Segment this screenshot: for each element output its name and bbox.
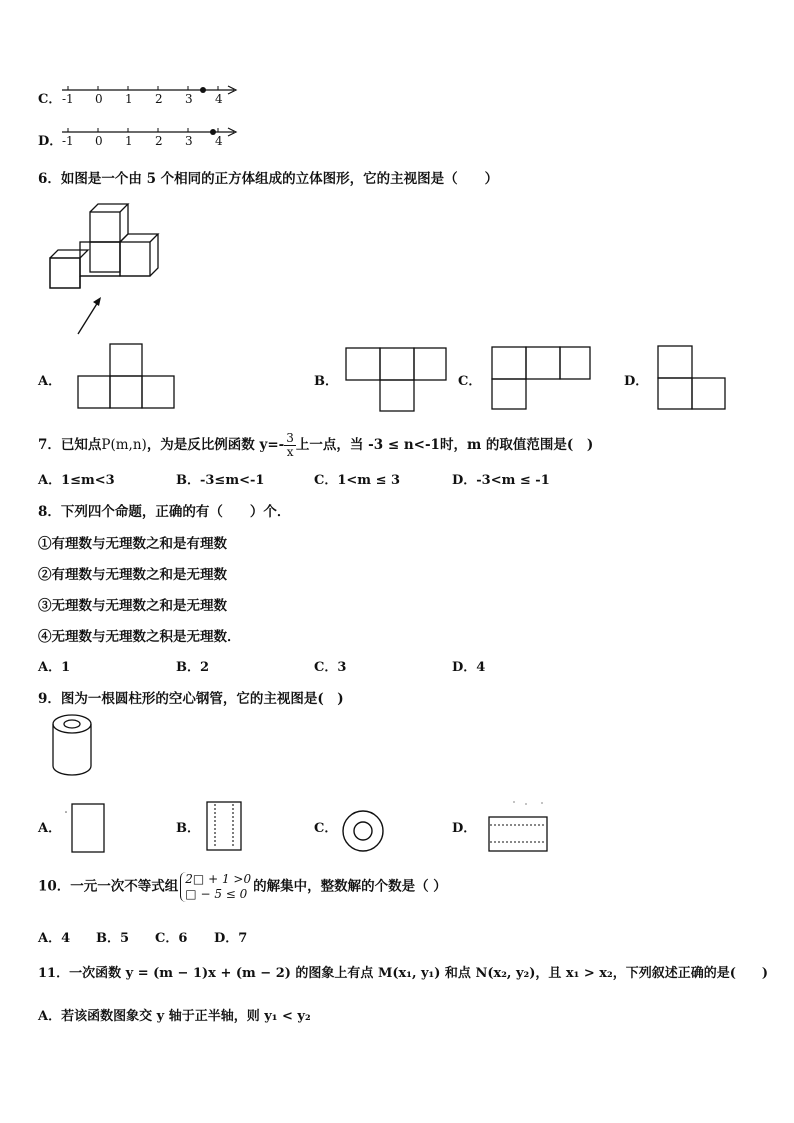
- q10-stem: 10．一元一次不等式组 2□ + 1 >0 □ − 5 ≤ 0 的解集中，整数解的个数是（ ）: [38, 872, 447, 901]
- q8-item-3: ③无理数与无理数之和是无理数: [38, 598, 227, 614]
- q10-option-b: B．5: [96, 931, 130, 946]
- q7-option-d: D．-3<m ≤ -1: [452, 473, 550, 488]
- q10-option-d: D．7: [214, 931, 248, 946]
- q9-option-d-label: D．: [452, 821, 477, 836]
- q7-option-b: B．-3≤m<-1: [176, 473, 265, 488]
- q8-option-a: A．1: [38, 660, 71, 675]
- q9-stem: 9．图为一根圆柱形的空心钢管，它的主视图是( ): [38, 691, 344, 707]
- q6-option-a-figure: [76, 342, 180, 410]
- q9-option-c-figure: [340, 808, 386, 854]
- q6-option-d-figure: [656, 344, 728, 412]
- q10-inequality-system: 2□ + 1 >0 □ − 5 ≤ 0: [180, 872, 251, 902]
- q7-option-a: A．1≤m<3: [38, 473, 115, 488]
- q6-cube-figure: [44, 198, 164, 338]
- q9-option-b-figure: [204, 800, 244, 854]
- q9-option-b-label: B．: [176, 821, 200, 836]
- q8-option-b: B．2: [176, 660, 210, 675]
- q8-item-1: ①有理数与无理数之和是有理数: [38, 536, 227, 552]
- option-c-label: C．: [38, 92, 62, 107]
- q11-option-a: A．若该函数图象交 y 轴于正半轴，则 y₁ < y₂: [38, 1009, 311, 1024]
- q6-option-b-figure: [344, 346, 448, 414]
- q8-item-2: ②有理数与无理数之和是无理数: [38, 567, 227, 583]
- q6-option-b-label: B．: [314, 374, 338, 389]
- option-d-label: D．: [38, 134, 63, 149]
- q9-option-d-figure: [486, 798, 552, 856]
- q9-hollow-pipe-figure: [50, 712, 96, 778]
- q7-fraction: $\frac{3}{x}$: [286, 431, 294, 459]
- q11-stem: 11．一次函数 y = (m − 1)x + (m − 2) 的图象上有点 M(x₁, y₁) 和点 N(x₂, y₂)，且 x₁ > x₂，下列叙述正确的是( ): [38, 966, 769, 981]
- q6-stem: 6．如图是一个由 5 个相同的正方体组成的立体图形，它的主视图是（ ）: [38, 171, 499, 187]
- q9-option-a-label: A．: [38, 821, 62, 836]
- q6-option-a-label: A．: [38, 374, 62, 389]
- q8-item-4: ④无理数与无理数之积是无理数．: [38, 629, 241, 645]
- q9-option-a-figure: [64, 802, 108, 854]
- q6-option-c-label: C．: [458, 374, 482, 389]
- q7-option-c: C．1<m ≤ 3: [314, 473, 401, 488]
- q8-option-c: C．3: [314, 660, 347, 675]
- q10-option-c: C．6: [155, 931, 188, 946]
- q6-option-d-label: D．: [624, 374, 649, 389]
- q10-option-a: A．4: [38, 931, 71, 946]
- q6-option-c-figure: [490, 345, 594, 413]
- q8-option-d: D．4: [452, 660, 486, 675]
- q8-stem: 8．下列四个命题，正确的有（ ）个．: [38, 504, 291, 520]
- q7-stem: 7．已知点P(m,n)，为是反比例函数 y=- $\frac{3}{x}$ 上一点，当 -3 ≤ n<-1时，m 的取值范围是( ): [38, 431, 594, 459]
- q9-option-c-label: C．: [314, 821, 338, 836]
